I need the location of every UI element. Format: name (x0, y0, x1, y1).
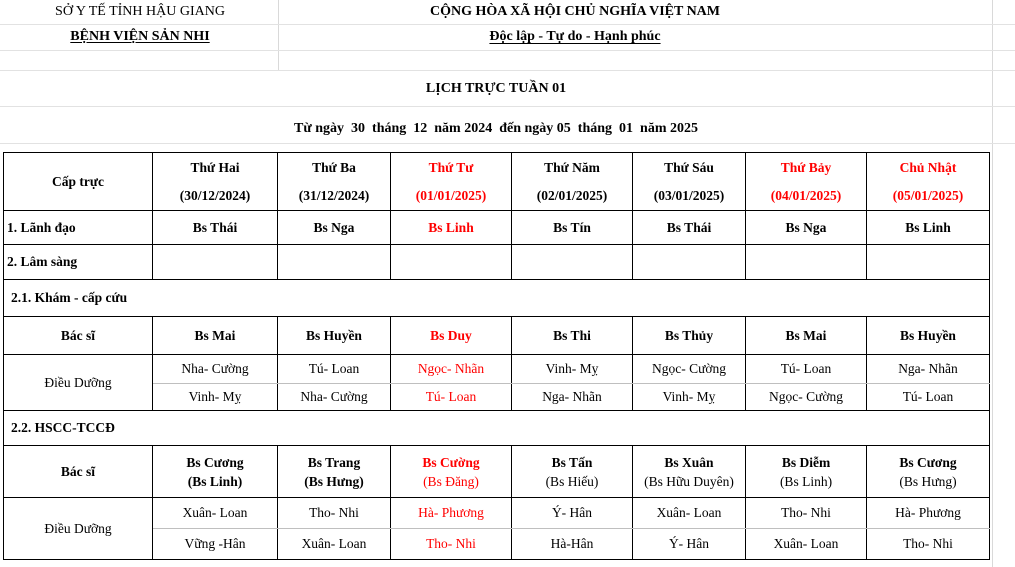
table-cell: Bs Thái (153, 211, 278, 245)
gridline (0, 50, 1015, 51)
date-range: Từ ngày 30 tháng 12 năm 2024 đến ngày 05 tháng 01 năm 2025 (294, 121, 698, 136)
table-cell: Ngọc- Cường (633, 355, 746, 384)
page-title: LỊCH TRỰC TUẦN 01 (425, 81, 567, 96)
table-cell: Xuân- Loan (746, 529, 867, 560)
table-cell: Bs Linh (867, 211, 990, 245)
table-cell: Bs Nga (746, 211, 867, 245)
table-cell: Nga- Nhãn (867, 355, 990, 384)
day-header (278, 153, 391, 211)
country-name: CỘNG HÒA XÃ HỘI CHỦ NGHĨA VIỆT NAM (429, 4, 720, 19)
day-date: (03/01/2025) (653, 187, 725, 203)
table-cell: Bs Huyền (867, 317, 990, 355)
doctor-main: Bs Cường (422, 454, 480, 470)
gridline (0, 24, 1015, 25)
header-row (4, 153, 990, 211)
doctor-backup: (Bs Hưng) (899, 473, 957, 489)
table-cell: Nha- Cường (153, 355, 278, 384)
table-cell: Tú- Loan (746, 355, 867, 384)
section-row (4, 280, 990, 317)
table-cell (153, 245, 278, 280)
table-cell: Bs Thi (512, 317, 633, 355)
table-cell: Bs Tín (512, 211, 633, 245)
day-header (153, 153, 278, 211)
day-date: (04/01/2025) (770, 187, 842, 203)
doctor-backup: (Bs Hữu Duyên) (644, 473, 734, 489)
gridline (0, 70, 1015, 71)
gridline (0, 106, 1015, 107)
day-date: (30/12/2024) (179, 187, 251, 203)
doctor-main: Bs Cương (899, 454, 957, 470)
doctor-main: Bs Xuân (664, 454, 714, 470)
table-cell (867, 245, 990, 280)
org-ministry: SỞ Y TẾ TỈNH HẬU GIANG (55, 4, 225, 19)
table-cell: Hà-Hân (512, 529, 633, 560)
table-cell: Tho- Nhi (867, 529, 990, 560)
day-date: (02/01/2025) (536, 187, 608, 203)
table-cell: Bs Thủy (633, 317, 746, 355)
table-cell (633, 245, 746, 280)
table-cell: Hà- Phương (391, 498, 512, 529)
day-name: Thứ Ba (312, 159, 356, 175)
table-cell: Tú- Loan (278, 355, 391, 384)
row-label: 1. Lãnh đạo (4, 211, 153, 245)
table-cell: Bs Linh (391, 211, 512, 245)
day-header (867, 153, 990, 211)
doctor-main: Bs Diễm (781, 454, 831, 470)
table-cell: Ngọc- Cường (746, 384, 867, 411)
motto: Độc lập - Tự do - Hạnh phúc (489, 29, 661, 44)
table-cell: Xuân- Loan (153, 498, 278, 529)
table-cell: Tho- Nhi (391, 529, 512, 560)
table-cell: Bs Thái (633, 211, 746, 245)
doctor-backup: (Bs Hiếu) (545, 473, 599, 489)
table-cell: Hà- Phương (867, 498, 990, 529)
doctor-main: Bs Trang (307, 454, 361, 470)
org-hospital: BỆNH VIỆN SẢN NHI (70, 29, 210, 44)
leadership-row (4, 211, 990, 245)
doctor-backup: (Bs Linh) (187, 473, 243, 489)
day-name: Thứ Hai (190, 159, 240, 175)
table-cell (512, 245, 633, 280)
table-cell: Nha- Cường (278, 384, 391, 411)
table-cell (391, 245, 512, 280)
row-label: 2. Lâm sàng (4, 245, 153, 280)
table-cell: Bs Duy (391, 317, 512, 355)
day-name: Thứ Sáu (664, 159, 714, 175)
day-header (391, 153, 512, 211)
table-cell (746, 446, 867, 498)
gridline (0, 143, 1015, 144)
day-header (633, 153, 746, 211)
table-cell: Ngọc- Nhãn (391, 355, 512, 384)
nurse-row (4, 355, 990, 384)
table-cell: Vinh- Mỵ (633, 384, 746, 411)
day-header (512, 153, 633, 211)
day-date: (01/01/2025) (415, 187, 487, 203)
gridline (992, 0, 993, 567)
doctor-row (4, 446, 990, 498)
section-label: 2.1. Khám - cấp cứu (4, 280, 990, 317)
table-cell: Nga- Nhãn (512, 384, 633, 411)
table-cell (633, 446, 746, 498)
table-cell (391, 446, 512, 498)
doctor-backup: (Bs Hưng) (304, 473, 364, 489)
doctor-main: Bs Tấn (551, 454, 593, 470)
clinical-row (4, 245, 990, 280)
table-cell: Ý- Hân (633, 529, 746, 560)
corner-label: Cấp trực (4, 153, 153, 211)
doctor-backup: (Bs Đăng) (423, 473, 479, 489)
row-label: Bác sĩ (4, 446, 153, 498)
table-cell: Xuân- Loan (278, 529, 391, 560)
day-header (746, 153, 867, 211)
table-cell: Bs Mai (153, 317, 278, 355)
table-cell: Bs Huyền (278, 317, 391, 355)
table-cell (746, 245, 867, 280)
day-name: Thứ Tư (428, 159, 474, 175)
day-date: (31/12/2024) (298, 187, 370, 203)
table-cell: Tho- Nhi (278, 498, 391, 529)
table-cell: Xuân- Loan (633, 498, 746, 529)
row-label: Điều Dưỡng (4, 355, 153, 411)
day-date: (05/01/2025) (892, 187, 964, 203)
doctor-backup: (Bs Linh) (779, 473, 833, 489)
table-cell: Vinh- Mỵ (512, 355, 633, 384)
doctor-row (4, 317, 990, 355)
table-cell (278, 446, 391, 498)
day-name: Thứ Năm (544, 159, 600, 175)
table-cell: Tho- Nhi (746, 498, 867, 529)
table-cell: Vinh- Mỵ (153, 384, 278, 411)
section-row (4, 411, 990, 446)
table-cell: Tú- Loan (867, 384, 990, 411)
table-cell (278, 245, 391, 280)
day-name: Thứ Bảy (780, 159, 832, 175)
row-label: Điều Dưỡng (4, 498, 153, 560)
table-cell (867, 446, 990, 498)
table-cell (512, 446, 633, 498)
nurse-row (4, 498, 990, 529)
table-cell: Bs Mai (746, 317, 867, 355)
row-label: Bác sĩ (4, 317, 153, 355)
duty-schedule-table (3, 152, 990, 560)
table-cell: Vững -Hân (153, 529, 278, 560)
day-name: Chủ Nhật (899, 159, 957, 175)
section-label: 2.2. HSCC-TCCĐ (4, 411, 990, 446)
table-cell: Tú- Loan (391, 384, 512, 411)
table-cell (153, 446, 278, 498)
doctor-main: Bs Cương (186, 454, 244, 470)
table-cell: Ý- Hân (512, 498, 633, 529)
table-cell: Bs Nga (278, 211, 391, 245)
